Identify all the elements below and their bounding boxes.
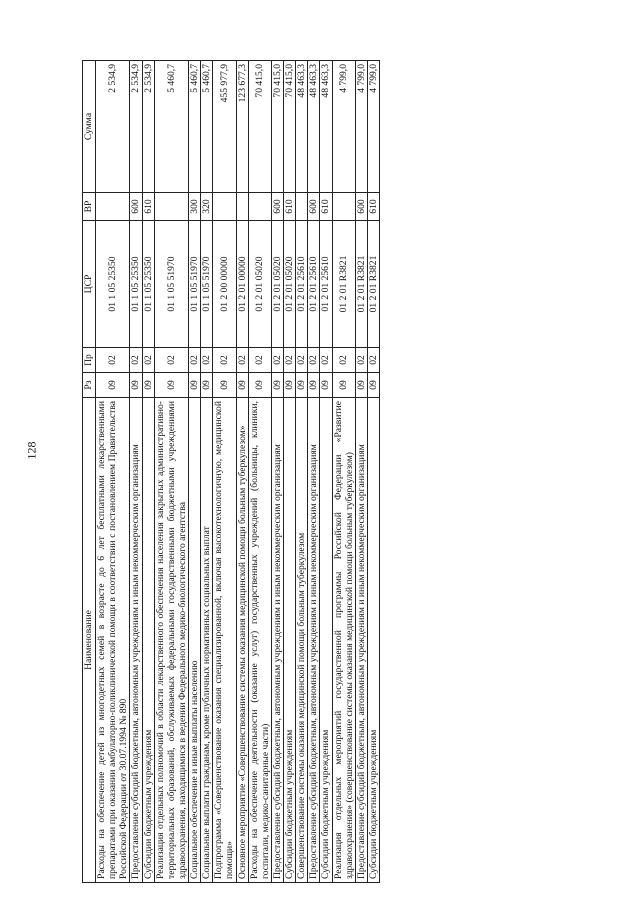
row-vr [236,193,248,221]
table-row [284,61,296,883]
row-csr: 01 2 01 R3821 [332,221,355,348]
row-name: Основное мероприятие «Совершенствование системы оказания медицинской помощи больным туберкулезом» [236,398,248,883]
row-vr: 600 [271,193,283,221]
row-pr: 02 [96,348,130,373]
row-sum: 4 799,0 [367,61,379,193]
row-rz: 09 [142,373,154,398]
row-rz: 09 [130,373,142,398]
row-sum: 70 415,0 [284,61,296,193]
budget-table-container [82,61,554,883]
row-name: Подпрограмма «Совершенствование оказания специализированной, включая высокотехнологичную, медицинской помощи» [213,398,236,883]
row-rz: 09 [236,373,248,398]
row-sum: 48 463,3 [308,61,320,193]
table-row [142,61,154,883]
row-name: Субсидии бюджетным учреждениям [284,398,296,883]
row-pr: 02 [154,348,188,373]
row-vr: 600 [355,193,367,221]
row-sum: 2 534,9 [142,61,154,193]
row-sum: 2 534,9 [96,61,130,193]
row-name: Расходы на обеспечение деятельности (оказание услуг) государственных учреждений (больницы, клиники, госпитали, медико-санитарные части) [248,398,271,883]
row-pr: 02 [320,348,332,373]
row-vr [154,193,188,221]
table-row [296,61,308,883]
row-sum: 48 463,3 [296,61,308,193]
row-rz: 09 [367,373,379,398]
header-sum: Сумма [83,61,96,193]
table-row [130,61,142,883]
row-pr: 02 [201,348,213,373]
row-pr: 02 [142,348,154,373]
header-csr: ЦСР [83,221,96,348]
row-pr: 02 [284,348,296,373]
table-row [154,61,188,883]
table-row [355,61,367,883]
header-name: Наименование [83,398,96,883]
row-rz: 09 [248,373,271,398]
row-vr: 600 [130,193,142,221]
table-row [308,61,320,883]
row-csr: 01 2 01 00000 [236,221,248,348]
table-row [201,61,213,883]
row-csr: 01 2 01 05020 [271,221,283,348]
header-pr: Пр [83,348,96,373]
table-row [96,61,130,883]
row-name: Социальные выплаты гражданам, кроме публичных нормативных социальных выплат [201,398,213,883]
row-name: Реализация отдельных мероприятий государственной программы Российской Федерации «Развитие здравоохранения» (совершенствование системы оказания медицинской помощи больным туберкулезом) [332,398,355,883]
row-vr [296,193,308,221]
row-name: Предоставление субсидий бюджетным, автономным учреждениям и иным некоммерческим организациям [308,398,320,883]
row-csr: 01 1 05 51970 [189,221,201,348]
row-name: Расходы на обеспечение детей из многодетных семей в возрасте до 6 лет бесплатными лекарственными препаратами при оказании амбулаторно-поликлинической помощи в соответствии с постановлением Правительства Российской Федерации от 30.07.1994 № 890 [96,398,130,883]
header-vr: ВР [83,193,96,221]
row-sum: 5 460,7 [201,61,213,193]
row-name: Предоставление субсидий бюджетным, автономным учреждениям и иным некоммерческим организациям [355,398,367,883]
row-rz: 09 [96,373,130,398]
row-csr: 01 1 05 51970 [201,221,213,348]
row-vr [213,193,236,221]
row-vr [96,193,130,221]
row-vr: 610 [284,193,296,221]
row-rz: 09 [189,373,201,398]
row-sum: 4 799,0 [332,61,355,193]
row-csr: 01 2 01 R3821 [367,221,379,348]
row-sum: 455 977,9 [213,61,236,193]
table-row [213,61,236,883]
row-pr: 02 [213,348,236,373]
row-pr: 02 [271,348,283,373]
row-pr: 02 [367,348,379,373]
row-rz: 09 [284,373,296,398]
row-rz: 09 [355,373,367,398]
row-name: Реализация отдельных полномочий в области лекарственного обеспечения населения закрытых административно-территориальных образований, обслуживаемых федеральными государственными бюджетными учреждениями здравоохранения, находящимися в ведении Федерального медико-биологического агентства [154,398,188,883]
row-sum: 123 677,3 [236,61,248,193]
row-vr [248,193,271,221]
row-rz: 09 [201,373,213,398]
row-rz: 09 [320,373,332,398]
row-csr: 01 1 05 51970 [154,221,188,348]
row-csr: 01 2 01 25610 [320,221,332,348]
row-name: Совершенствование системы оказания медицинской помощи больным туберкулезом [296,398,308,883]
row-pr: 02 [355,348,367,373]
row-pr: 02 [308,348,320,373]
row-pr: 02 [189,348,201,373]
row-sum: 5 460,7 [189,61,201,193]
row-name: Социальное обеспечение и иные выплаты населению [189,398,201,883]
row-rz: 09 [271,373,283,398]
row-rz: 09 [332,373,355,398]
row-vr: 300 [189,193,201,221]
row-name: Субсидии бюджетным учреждениям [367,398,379,883]
row-vr [332,193,355,221]
row-csr: 01 1 05 25350 [142,221,154,348]
row-csr: 01 1 05 25350 [96,221,130,348]
row-vr: 610 [367,193,379,221]
row-sum: 4 799,0 [355,61,367,193]
row-pr: 02 [236,348,248,373]
row-rz: 09 [296,373,308,398]
row-rz: 09 [213,373,236,398]
row-name: Субсидии бюджетным учреждениям [142,398,154,883]
row-sum: 48 463,3 [320,61,332,193]
row-csr: 01 1 05 25350 [130,221,142,348]
table-row [189,61,201,883]
row-pr: 02 [332,348,355,373]
row-csr: 01 2 01 R3821 [355,221,367,348]
row-csr: 01 2 01 25610 [296,221,308,348]
table-row [332,61,355,883]
table-row [248,61,271,883]
row-sum: 5 460,7 [154,61,188,193]
budget-table [82,60,380,883]
page-number: 128 [24,441,39,460]
row-rz: 09 [154,373,188,398]
row-name: Субсидии бюджетным учреждениям [320,398,332,883]
row-pr: 02 [296,348,308,373]
row-rz: 09 [308,373,320,398]
row-sum: 2 534,9 [130,61,142,193]
row-vr: 320 [201,193,213,221]
row-csr: 01 2 01 05020 [248,221,271,348]
table-header-row [83,61,96,883]
row-sum: 70 415,0 [248,61,271,193]
table-row [367,61,379,883]
row-vr: 610 [320,193,332,221]
table-row [236,61,248,883]
row-vr: 610 [142,193,154,221]
table-row [271,61,283,883]
row-sum: 70 415,0 [271,61,283,193]
row-csr: 01 2 00 00000 [213,221,236,348]
table-row [320,61,332,883]
row-csr: 01 2 01 05020 [284,221,296,348]
row-name: Предоставление субсидий бюджетным, автономным учреждениям и иным некоммерческим организациям [271,398,283,883]
row-pr: 02 [130,348,142,373]
row-vr: 600 [308,193,320,221]
header-rz: Рз [83,373,96,398]
row-pr: 02 [248,348,271,373]
row-csr: 01 2 01 25610 [308,221,320,348]
row-name: Предоставление субсидий бюджетным, автономным учреждениям и иным некоммерческим организациям [130,398,142,883]
